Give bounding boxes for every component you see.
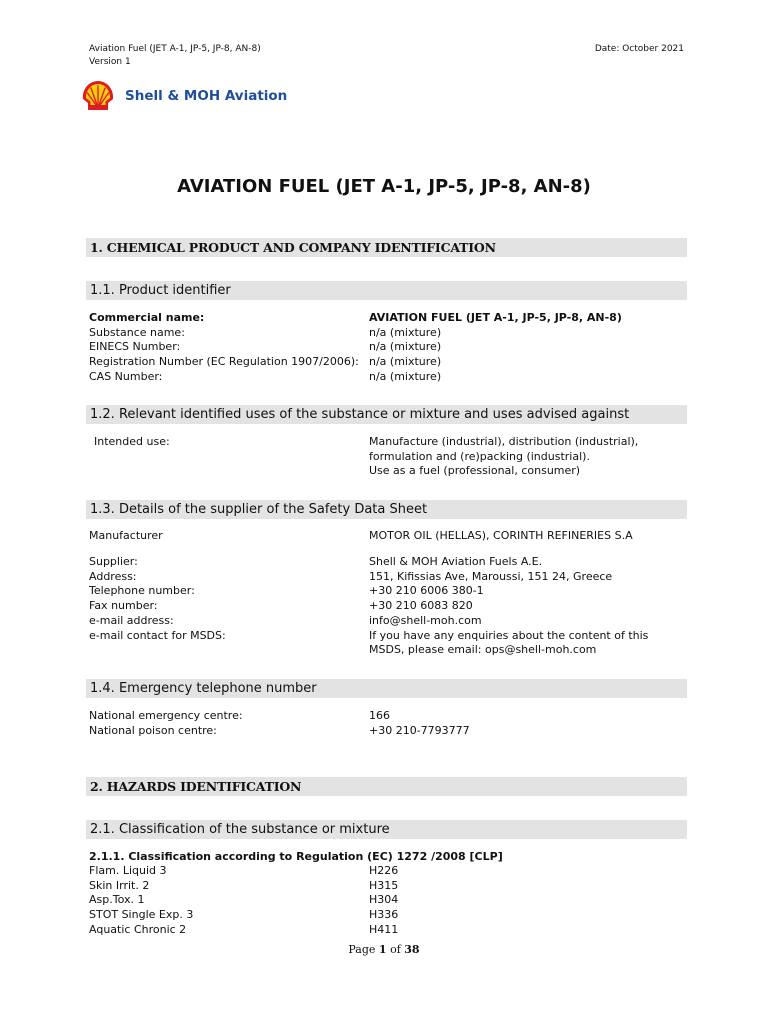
footer-page-total: 38 <box>404 943 420 956</box>
section-2-heading-bar <box>86 777 687 796</box>
row-value: +30 210 6006 380-1 <box>369 584 484 598</box>
brand-logo-block <box>80 79 287 113</box>
row-value: H411 <box>369 922 399 936</box>
section-2-1-1-heading: 2.1.1. Classification according to Regulation (EC) 1272 /2008 [CLP] <box>89 850 503 863</box>
row-label: CAS Number: <box>89 369 163 383</box>
row-value: +30 210 6083 820 <box>369 599 473 613</box>
row-value: MOTOR OIL (HELLAS), CORINTH REFINERIES S.A <box>369 529 633 542</box>
row-value: 151, Kifissias Ave, Maroussi, 151 24, Greece <box>369 569 613 583</box>
shell-pecten-icon <box>80 79 116 113</box>
section-1-1-heading: 1.1. Product identifier <box>90 283 231 298</box>
row-value: If you have any enquiries about the content of this <box>369 628 649 642</box>
row-value: info@shell-moh.com <box>369 613 482 627</box>
section-1-3-heading-bar <box>86 500 687 519</box>
row-label: National poison centre: <box>89 723 217 737</box>
row-label: Fax number: <box>89 599 158 613</box>
footer-of-word: of <box>390 943 401 956</box>
row-value: n/a (mixture) <box>369 340 442 354</box>
row-label: Address: <box>89 569 137 583</box>
page-footer <box>0 943 768 956</box>
row-value: 166 <box>369 709 390 722</box>
row-value: H226 <box>369 864 399 877</box>
section-1-3-heading: 1.3. Details of the supplier of the Safety Data Sheet <box>90 502 428 517</box>
header-doc-name: Aviation Fuel (JET A-1, JP-5, JP-8, AN-8) <box>89 44 261 54</box>
row-label: Substance name: <box>89 325 185 339</box>
row-label: EINECS Number: <box>89 340 181 354</box>
row-value: n/a (mixture) <box>369 369 442 383</box>
row-label: Intended use: <box>94 435 170 448</box>
section-1-heading-bar <box>86 238 687 257</box>
row-value: H304 <box>369 893 399 907</box>
section-2-1-heading: 2.1. Classification of the substance or mixture <box>90 822 390 837</box>
row-label: Aquatic Chronic 2 <box>89 922 187 936</box>
row-label: e-mail contact for MSDS: <box>89 628 226 642</box>
header-left <box>89 43 261 69</box>
section-2-1-heading-bar <box>86 820 687 839</box>
row-label: Asp.Tox. 1 <box>89 893 145 907</box>
header-date: Date: October 2021 <box>594 44 684 54</box>
section-1-4-heading-bar <box>86 679 687 698</box>
row-label: Registration Number (EC Regulation 1907/2006): <box>89 355 359 369</box>
row-value: n/a (mixture) <box>369 355 442 369</box>
section-1-1-heading-bar <box>86 281 687 300</box>
row-label: Supplier: <box>89 555 138 568</box>
row-label: Commercial name: <box>89 311 205 324</box>
section-1-4-heading: 1.4. Emergency telephone number <box>90 681 317 696</box>
section-2-heading: 2. HAZARDS IDENTIFICATION <box>90 779 302 794</box>
section-1-heading: 1. CHEMICAL PRODUCT AND COMPANY IDENTIFICATION <box>90 240 496 255</box>
row-value: Shell & MOH Aviation Fuels A.E. <box>369 555 543 568</box>
header-version: Version 1 <box>89 57 131 67</box>
row-value: AVIATION FUEL (JET A-1, JP-5, JP-8, AN-8) <box>369 311 622 324</box>
row-value: n/a (mixture) <box>369 325 442 339</box>
row-label: Manufacturer <box>89 529 163 542</box>
row-label: e-mail address: <box>89 613 174 627</box>
row-value: Use as a fuel (professional, consumer) <box>369 464 581 478</box>
row-label: Telephone number: <box>89 584 195 598</box>
section-1-2-heading: 1.2. Relevant identified uses of the substance or mixture and uses advised against <box>90 407 630 422</box>
footer-page-word: Page <box>348 943 376 956</box>
row-value: Manufacture (industrial), distribution (industrial), <box>369 435 639 448</box>
row-value: MSDS, please email: ops@shell-moh.com <box>369 643 597 657</box>
brand-name: Shell & MOH Aviation <box>125 88 288 104</box>
row-label: Flam. Liquid 3 <box>89 864 167 877</box>
document-title: AVIATION FUEL (JET A-1, JP-5, JP-8, AN-8) <box>177 176 591 197</box>
footer-page-number: 1 <box>378 943 387 956</box>
row-value: +30 210-7793777 <box>369 723 470 737</box>
row-value: H315 <box>369 878 399 892</box>
section-1-2-heading-bar <box>86 405 687 424</box>
row-value: H336 <box>369 908 399 922</box>
row-value: formulation and (re)packing (industrial). <box>369 449 590 463</box>
row-label: Skin Irrit. 2 <box>89 878 150 892</box>
row-label: STOT Single Exp. 3 <box>89 908 194 922</box>
row-label: National emergency centre: <box>89 709 243 722</box>
